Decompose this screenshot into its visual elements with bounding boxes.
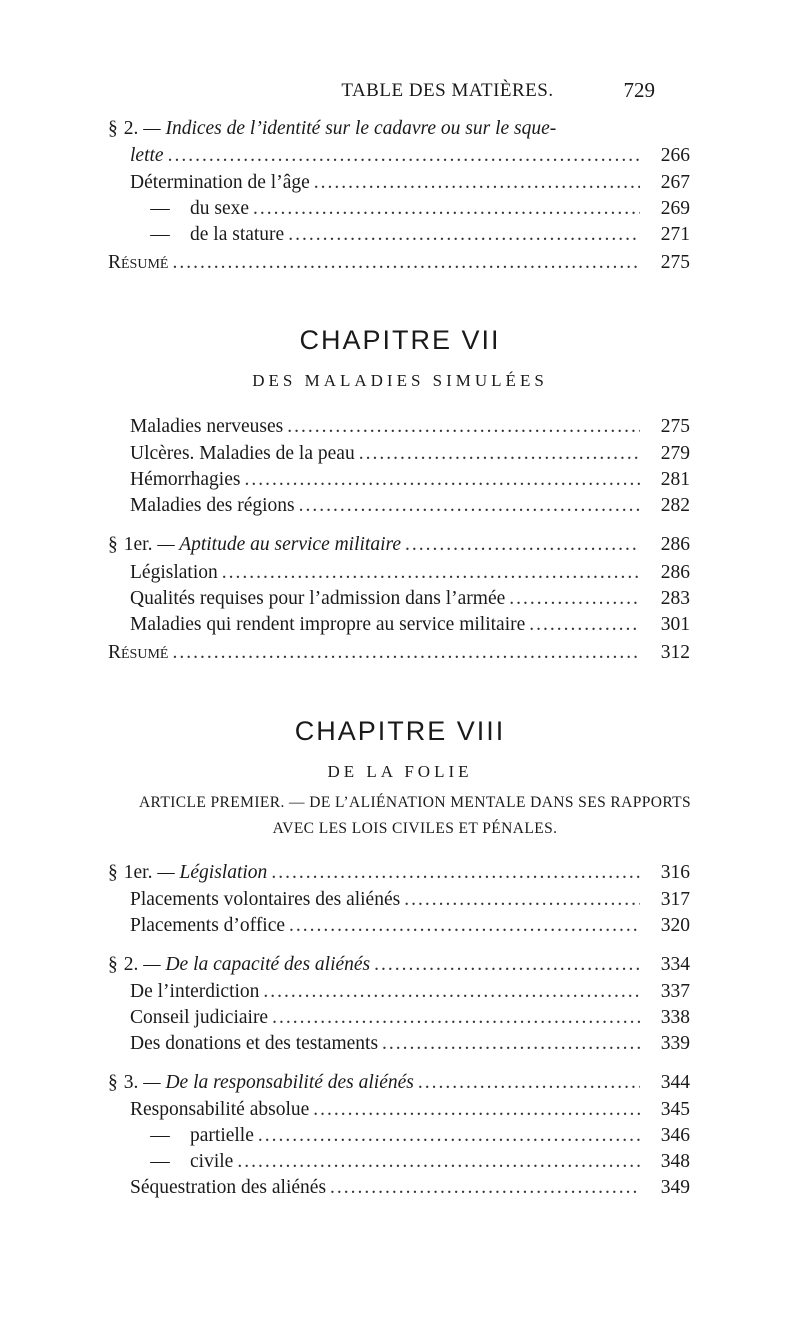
entry-page: 346 — [660, 1125, 690, 1146]
leader-dots — [359, 441, 640, 467]
entry-label: de la stature — [190, 224, 285, 245]
resume-entry — [108, 250, 690, 276]
toc-entry — [130, 441, 690, 467]
section-title-cont: lette — [130, 145, 164, 166]
leader-dots — [405, 532, 640, 558]
chapter-subtitle: DE LA FOLIE — [327, 762, 473, 781]
leader-dots — [314, 170, 640, 196]
ditto-dash: — — [150, 198, 170, 219]
section-sign: § — [108, 118, 118, 139]
section-sign: § — [108, 954, 118, 975]
ditto-dash: — — [150, 1125, 170, 1146]
leader-dots — [330, 1175, 640, 1201]
toc-entry — [130, 1005, 690, 1031]
section-number: 1er. — [123, 862, 153, 883]
section-title: — Indices de l’identité sur le cadavre ou sur le sque- — [143, 118, 557, 139]
leader-dots — [288, 222, 640, 248]
entry-page: 286 — [660, 534, 690, 555]
toc-entry — [130, 222, 690, 248]
entry-page: 348 — [660, 1151, 690, 1172]
toc-entry — [130, 414, 690, 440]
entry-label: Maladies des régions — [130, 495, 295, 516]
leader-dots — [263, 979, 640, 1005]
entry-label: Placements d’office — [130, 915, 286, 936]
section-heading-cont — [130, 143, 690, 169]
entry-page: 275 — [660, 252, 690, 273]
toc-entry — [130, 612, 690, 638]
leader-dots — [172, 640, 640, 666]
toc-entry — [130, 1031, 690, 1057]
leader-dots — [382, 1031, 640, 1057]
leader-dots — [529, 612, 640, 638]
entry-label: Détermination de l’âge — [130, 172, 310, 193]
leader-dots — [172, 250, 640, 276]
entry-page: 339 — [660, 1033, 690, 1054]
entry-page: 301 — [660, 614, 690, 635]
leader-dots — [237, 1149, 640, 1175]
entry-page: 345 — [660, 1099, 690, 1120]
entry-page: 266 — [660, 145, 690, 166]
entry-page: 282 — [660, 495, 690, 516]
leader-dots — [253, 196, 640, 222]
ditto-dash: — — [150, 1151, 170, 1172]
entry-page: 344 — [660, 1072, 690, 1093]
entry-label: Séquestration des aliénés — [130, 1177, 327, 1198]
article-heading — [110, 790, 720, 842]
section-number: 2. — [123, 954, 139, 975]
entry-label: Maladies nerveuses — [130, 416, 284, 437]
section-sign: § — [108, 1072, 118, 1093]
leader-dots — [509, 586, 640, 612]
entry-label: Conseil judiciaire — [130, 1007, 269, 1028]
leader-dots — [374, 952, 640, 978]
entry-label: Maladies qui rendent impropre au service militaire — [130, 614, 526, 635]
toc-entry — [130, 196, 690, 222]
entry-page: 269 — [660, 198, 690, 219]
leader-dots — [244, 467, 640, 493]
entry-page: 271 — [660, 224, 690, 245]
entry-page: 338 — [660, 1007, 690, 1028]
section-heading — [108, 952, 690, 978]
resume-label: Résumé — [108, 252, 169, 273]
entry-label: du sexe — [190, 198, 250, 219]
section-heading — [108, 860, 690, 886]
resume-entry — [108, 640, 690, 666]
entry-label: Placements volontaires des aliénés — [130, 889, 401, 910]
entry-label: Responsabilité absolue — [130, 1099, 310, 1120]
section-number: 1er. — [123, 534, 153, 555]
chapter-subtitle: DES MALADIES SIMULÉES — [252, 371, 548, 390]
leader-dots — [168, 143, 640, 169]
entry-label: partielle — [190, 1125, 254, 1146]
leader-dots — [222, 560, 640, 586]
page-number: 729 — [623, 78, 655, 102]
entry-page: 267 — [660, 172, 690, 193]
section-sign: § — [108, 862, 118, 883]
entry-label: Hémorrhagies — [130, 469, 241, 490]
chapter-title: CHAPITRE VIII — [294, 716, 506, 746]
leader-dots — [271, 860, 640, 886]
toc-entry — [130, 1175, 690, 1201]
entry-page: 283 — [660, 588, 690, 609]
section-title: — De la capacité des aliénés — [143, 954, 371, 975]
toc-entry — [130, 560, 690, 586]
section-sign: § — [108, 534, 118, 555]
toc-entry — [130, 170, 690, 196]
entry-label: Qualités requises pour l’admission dans l’armée — [130, 588, 506, 609]
article-heading-line1: ARTICLE PREMIER. — DE L’ALIÉNATION MENTALE DANS SES RAPPORTS — [138, 794, 692, 811]
entry-page: 349 — [660, 1177, 690, 1198]
leader-dots — [258, 1123, 640, 1149]
toc-entry — [130, 913, 690, 939]
entry-page: 334 — [660, 954, 690, 975]
entry-page: 281 — [660, 469, 690, 490]
leader-dots — [272, 1005, 640, 1031]
entry-label: Législation — [130, 562, 218, 583]
resume-label: Résumé — [108, 642, 169, 663]
toc-entry — [130, 467, 690, 493]
entry-label: Ulcères. Maladies de la peau — [130, 443, 355, 464]
entry-page: 275 — [660, 416, 690, 437]
leader-dots — [289, 913, 640, 939]
entry-label: civile — [190, 1151, 234, 1172]
leader-dots — [404, 887, 640, 913]
toc-entry — [130, 1123, 690, 1149]
toc-entry — [130, 887, 690, 913]
leader-dots — [313, 1097, 640, 1123]
section-heading — [108, 116, 688, 142]
entry-page: 337 — [660, 981, 690, 1002]
section-heading — [108, 532, 690, 558]
entry-page: 312 — [660, 642, 690, 663]
ditto-dash: — — [150, 224, 170, 245]
entry-page: 316 — [660, 862, 690, 883]
leader-dots — [299, 493, 640, 519]
toc-entry — [130, 586, 690, 612]
toc-entry — [130, 1097, 690, 1123]
leader-dots — [287, 414, 640, 440]
chapter-title: CHAPITRE VII — [299, 325, 501, 355]
entry-page: 279 — [660, 443, 690, 464]
section-heading — [108, 1070, 690, 1096]
section-number: 3. — [123, 1072, 139, 1093]
toc-entry — [130, 1149, 690, 1175]
article-heading-line2: AVEC LES LOIS CIVILES ET PÉNALES. — [272, 820, 558, 837]
section-title: — Législation — [157, 862, 268, 883]
leader-dots — [418, 1070, 640, 1096]
section-number: 2. — [123, 118, 139, 139]
entry-label: Des donations et des testaments — [130, 1033, 379, 1054]
section-title: — Aptitude au service militaire — [157, 534, 402, 555]
toc-entry — [130, 493, 690, 519]
section-title: — De la responsabilité des aliénés — [143, 1072, 414, 1093]
entry-label: De l’interdiction — [130, 981, 260, 1002]
entry-page: 317 — [660, 889, 690, 910]
entry-page: 286 — [660, 562, 690, 583]
entry-page: 320 — [660, 915, 690, 936]
toc-entry — [130, 979, 690, 1005]
running-head: TABLE DES MATIÈRES. — [341, 80, 554, 101]
